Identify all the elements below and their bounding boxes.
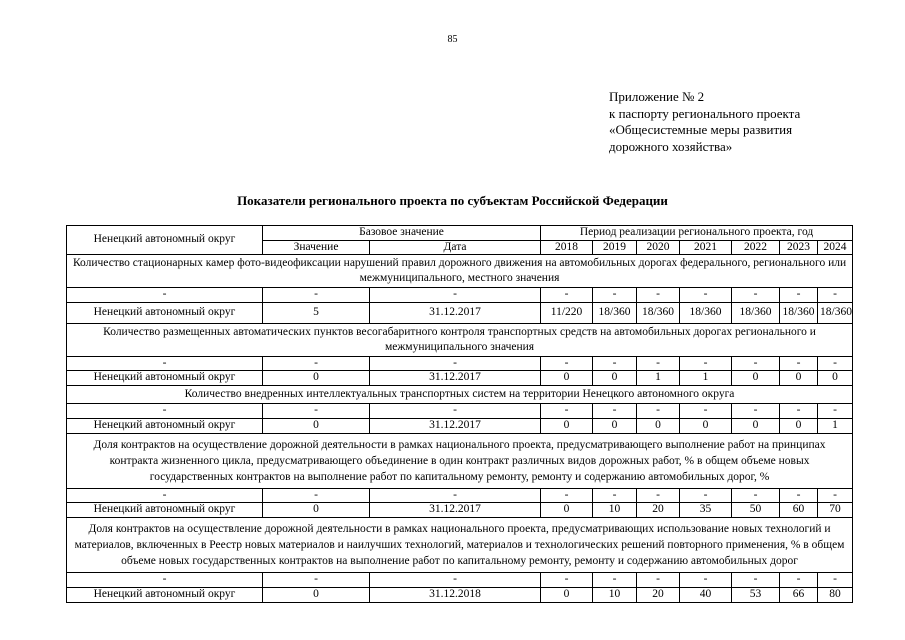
year-value-cell: 18/360 xyxy=(637,302,680,323)
page-number: 85 xyxy=(447,34,458,45)
year-value-cell: 0 xyxy=(637,418,680,433)
base-date-cell: 31.12.2017 xyxy=(370,418,541,433)
dash-cell: - xyxy=(732,288,780,303)
dash-cell: - xyxy=(732,488,780,503)
region-cell: Ненецкий автономный округ xyxy=(67,302,263,323)
dash-cell: - xyxy=(67,356,263,371)
year-value-cell: 18/360 xyxy=(818,302,853,323)
base-date-cell: 31.12.2017 xyxy=(370,371,541,386)
dash-cell: - xyxy=(541,573,593,588)
year-value-cell: 18/360 xyxy=(680,302,732,323)
indicator-title-row xyxy=(67,518,853,573)
indicator-title: Количество внедренных интеллектуальных транспортных систем на территории Ненецкого автономного округа xyxy=(67,386,853,404)
region-cell: Ненецкий автономный округ xyxy=(67,503,263,518)
indicator-title: Количество размещенных автоматических пунктов весогабаритного контроля транспортных средств на автомобильных дорогах регионального и межмуниципального значения xyxy=(67,323,853,356)
region-cell: Ненецкий автономный округ xyxy=(67,371,263,386)
year-value-cell: 18/360 xyxy=(732,302,780,323)
dash-cell: - xyxy=(67,573,263,588)
header-year: 2018 xyxy=(541,240,593,255)
dash-cell: - xyxy=(263,488,370,503)
placeholder-row xyxy=(67,404,853,419)
placeholder-row xyxy=(67,356,853,371)
document-title: Показатели регионального проекта по субъектам Российской Федерации xyxy=(237,193,668,208)
table-row xyxy=(67,587,853,602)
dash-cell: - xyxy=(732,356,780,371)
dash-cell: - xyxy=(780,573,818,588)
year-value-cell: 0 xyxy=(780,418,818,433)
year-value-cell: 0 xyxy=(541,418,593,433)
appendix-line: «Общесистемные меры развития xyxy=(609,122,793,137)
dash-cell: - xyxy=(370,404,541,419)
year-value-cell: 50 xyxy=(732,503,780,518)
year-value-cell: 0 xyxy=(541,371,593,386)
year-value-cell: 53 xyxy=(732,587,780,602)
base-value-cell: 5 xyxy=(263,302,370,323)
indicator-title-row xyxy=(67,255,853,288)
dash-cell: - xyxy=(780,356,818,371)
dash-cell: - xyxy=(818,356,853,371)
year-value-cell: 10 xyxy=(593,503,637,518)
year-value-cell: 0 xyxy=(541,587,593,602)
year-value-cell: 0 xyxy=(593,371,637,386)
dash-cell: - xyxy=(637,488,680,503)
base-date-cell: 31.12.2017 xyxy=(370,302,541,323)
placeholder-row xyxy=(67,288,853,303)
indicator-title: Доля контрактов на осуществление дорожной деятельности в рамках национального проекта, предусматривающих использование новых технологий и материалов, включенных в Реестр новых материалов и наилучших технологий, материалов и технологических решений повторного применения, % в общем объеме новых государственных контрактов на выполнение работ по капитальному ремонту, ремонту и содержанию автомобильных дорог xyxy=(67,518,853,573)
indicator-title: Количество стационарных камер фото-видеофиксации нарушений правил дорожного движения на автомобильных дорогах федерального, регионального или межмуниципального, местного значения xyxy=(67,255,853,288)
indicator-title-row xyxy=(67,386,853,404)
base-value-cell: 0 xyxy=(263,503,370,518)
dash-cell: - xyxy=(541,288,593,303)
header-year: 2023 xyxy=(780,240,818,255)
header-base-date: Дата xyxy=(370,240,541,255)
placeholder-row xyxy=(67,488,853,503)
year-value-cell: 0 xyxy=(732,418,780,433)
year-value-cell: 35 xyxy=(680,503,732,518)
year-value-cell: 66 xyxy=(780,587,818,602)
year-value-cell: 0 xyxy=(541,503,593,518)
header-year: 2020 xyxy=(637,240,680,255)
indicator-title: Доля контрактов на осуществление дорожной деятельности в рамках национального проекта, предусматривающего выполнение работ на принципах контракта жизненного цикла, предусматривающего объединение в один контракт различных видов дорожных работ, % в общем объеме новых государственных контрактов на выполнение работ по капитальному ремонту, ремонту и содержанию автомобильных дорог, % xyxy=(67,433,853,488)
dash-cell: - xyxy=(680,356,732,371)
dash-cell: - xyxy=(541,488,593,503)
dash-cell: - xyxy=(680,488,732,503)
indicators-table xyxy=(66,225,853,603)
indicator-title-row xyxy=(67,433,853,488)
year-value-cell: 10 xyxy=(593,587,637,602)
year-value-cell: 0 xyxy=(593,418,637,433)
dash-cell: - xyxy=(780,404,818,419)
dash-cell: - xyxy=(732,404,780,419)
header-row-1 xyxy=(67,226,853,241)
base-date-cell: 31.12.2017 xyxy=(370,503,541,518)
dash-cell: - xyxy=(680,288,732,303)
region-cell: Ненецкий автономный округ xyxy=(67,418,263,433)
appendix-line: к паспорту регионального проекта xyxy=(609,105,801,121)
dash-cell: - xyxy=(637,288,680,303)
base-date-cell: 31.12.2018 xyxy=(370,587,541,602)
dash-cell: - xyxy=(637,404,680,419)
year-value-cell: 20 xyxy=(637,503,680,518)
year-value-cell: 70 xyxy=(818,503,853,518)
dash-cell: - xyxy=(67,404,263,419)
year-value-cell: 0 xyxy=(818,371,853,386)
table-row xyxy=(67,371,853,386)
year-value-cell: 80 xyxy=(818,587,853,602)
dash-cell: - xyxy=(780,488,818,503)
dash-cell: - xyxy=(263,288,370,303)
dash-cell: - xyxy=(263,573,370,588)
base-value-cell: 0 xyxy=(263,371,370,386)
dash-cell: - xyxy=(680,404,732,419)
dash-cell: - xyxy=(263,404,370,419)
year-value-cell: 18/360 xyxy=(780,302,818,323)
dash-cell: - xyxy=(680,573,732,588)
header-region: Ненецкий автономный округ xyxy=(67,226,263,255)
header-year: 2022 xyxy=(732,240,780,255)
base-value-cell: 0 xyxy=(263,418,370,433)
dash-cell: - xyxy=(263,356,370,371)
dash-cell: - xyxy=(818,404,853,419)
dash-cell: - xyxy=(541,404,593,419)
dash-cell: - xyxy=(637,356,680,371)
appendix-note xyxy=(609,89,800,155)
base-value-cell: 0 xyxy=(263,587,370,602)
year-value-cell: 1 xyxy=(637,371,680,386)
indicator-title-row xyxy=(67,323,853,356)
year-value-cell: 0 xyxy=(780,371,818,386)
dash-cell: - xyxy=(637,573,680,588)
appendix-line: дорожного хозяйства» xyxy=(609,138,733,154)
header-year: 2019 xyxy=(593,240,637,255)
year-value-cell: 0 xyxy=(732,371,780,386)
dash-cell: - xyxy=(593,404,637,419)
year-value-cell: 11/220 xyxy=(541,302,593,323)
dash-cell: - xyxy=(780,288,818,303)
table-row xyxy=(67,418,853,433)
header-year: 2021 xyxy=(680,240,732,255)
table-row xyxy=(67,503,853,518)
year-value-cell: 1 xyxy=(680,371,732,386)
dash-cell: - xyxy=(818,488,853,503)
dash-cell: - xyxy=(818,288,853,303)
appendix-line: Приложение № 2 xyxy=(609,89,705,104)
table-row xyxy=(67,302,853,323)
dash-cell: - xyxy=(818,573,853,588)
header-year: 2024 xyxy=(818,240,853,255)
dash-cell: - xyxy=(541,356,593,371)
region-cell: Ненецкий автономный округ xyxy=(67,587,263,602)
dash-cell: - xyxy=(732,573,780,588)
dash-cell: - xyxy=(593,288,637,303)
dash-cell: - xyxy=(67,288,263,303)
placeholder-row xyxy=(67,573,853,588)
dash-cell: - xyxy=(370,288,541,303)
year-value-cell: 1 xyxy=(818,418,853,433)
dash-cell: - xyxy=(593,356,637,371)
year-value-cell: 0 xyxy=(680,418,732,433)
dash-cell: - xyxy=(67,488,263,503)
header-base-value: Значение xyxy=(263,240,370,255)
year-value-cell: 18/360 xyxy=(593,302,637,323)
dash-cell: - xyxy=(593,488,637,503)
dash-cell: - xyxy=(593,573,637,588)
dash-cell: - xyxy=(370,356,541,371)
header-period-group: Период реализации регионального проекта, год xyxy=(541,226,853,241)
year-value-cell: 60 xyxy=(780,503,818,518)
dash-cell: - xyxy=(370,573,541,588)
dash-cell: - xyxy=(370,488,541,503)
header-base-group: Базовое значение xyxy=(263,226,541,241)
year-value-cell: 40 xyxy=(680,587,732,602)
year-value-cell: 20 xyxy=(637,587,680,602)
